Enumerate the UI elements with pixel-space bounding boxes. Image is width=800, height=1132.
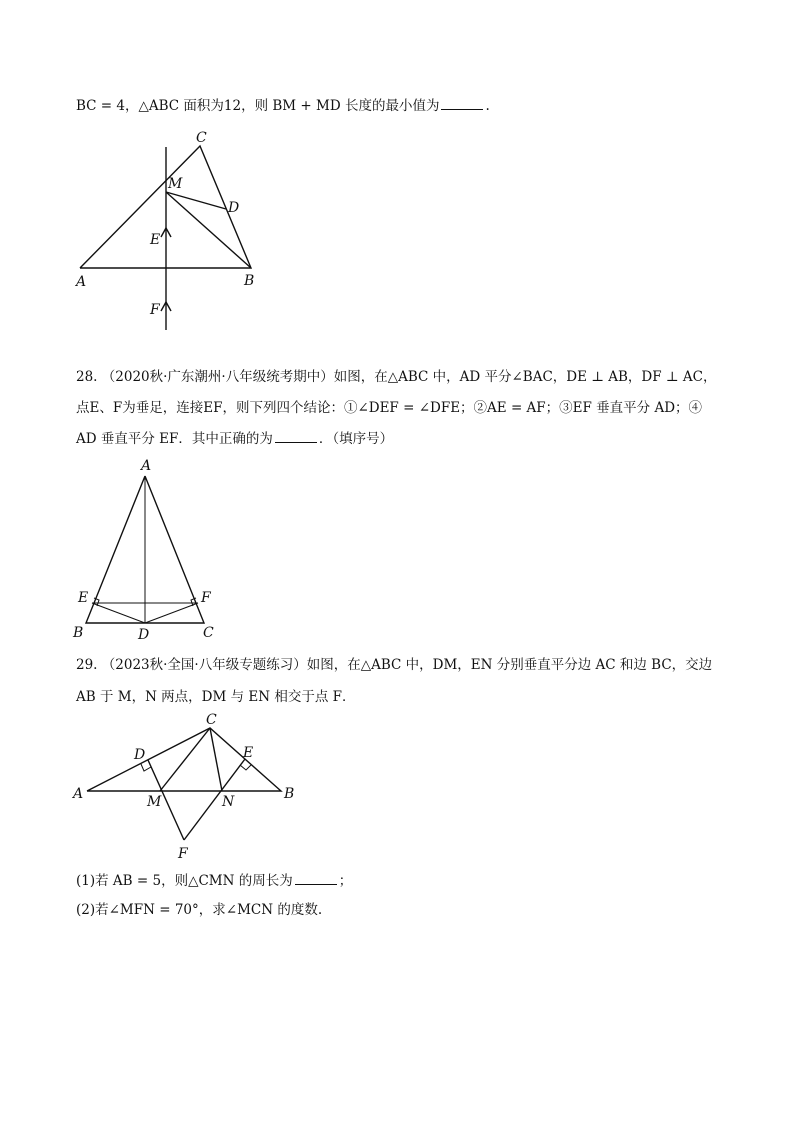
q29-label-m: M (147, 794, 162, 810)
q29-label-d: D (134, 747, 146, 763)
q29-sub1-text: (1)若 AB = 5，则△CMN 的周长为 (76, 873, 293, 889)
q29-line1: 29. （2023秋·全国·八年级专题练习）如图，在△ABC 中，DM，EN 分别垂直平分边 AC 和边 BC，交边 (76, 657, 713, 673)
q28-label-e: E (78, 590, 89, 606)
q28-line2: 点E、F为垂足，连接EF，则下列四个结论：①∠DEF = ∠DFE；②AE = AF；③EF 垂直平分 AD；④ (76, 400, 703, 416)
q27-label-c: C (196, 130, 207, 146)
q27-end: . (485, 98, 490, 114)
q29-label-n: N (222, 794, 235, 810)
q29-label-a: A (73, 786, 84, 802)
q29-label-b: B (284, 786, 295, 802)
q29-label-c: C (206, 712, 217, 728)
q27-text: BC = 4，△ABC 面积为12，则 BM + MD 长度的最小值为 (76, 98, 440, 114)
q28-label-b: B (73, 625, 84, 641)
q29-right-angle-d (141, 764, 151, 771)
q29-answer-blank[interactable] (295, 872, 337, 885)
q29-sub1 (76, 872, 352, 890)
q28-label-a: A (141, 458, 152, 474)
q27-label-a: A (76, 274, 87, 290)
q28-text: AD 垂直平分 EF．其中正确的为 (76, 431, 273, 447)
q28-label-d: D (138, 627, 150, 643)
q28-end: ．（填序号） (318, 431, 394, 447)
q27-label-b: B (244, 273, 255, 289)
q29-sub2: (2)若∠MFN = 70°，求∠MCN 的度数. (76, 902, 323, 918)
q27-label-m: M (168, 176, 183, 192)
q28-label-f: F (201, 590, 211, 606)
q29-line2: AB 于 M，N 两点，DM 与 EN 相交于点 F． (76, 689, 356, 705)
q27-label-e: E (150, 232, 161, 248)
q29-segment-cm (160, 728, 210, 791)
q29-label-f: F (178, 846, 188, 862)
q28-line1: 28. （2020秋·广东潮州·八年级统考期中）如图，在△ABC 中，AD 平分∠BAC，DE ⊥ AB，DF ⊥ AC， (76, 369, 717, 385)
q29-label-e: E (243, 745, 254, 761)
q28-label-c: C (203, 625, 214, 641)
q27-label-d: D (228, 200, 240, 216)
q29-segment-ef (184, 759, 245, 840)
q29-sub1-end: ； (338, 873, 353, 889)
q27-label-f: F (150, 302, 160, 318)
q29-right-angle-e (240, 765, 251, 770)
